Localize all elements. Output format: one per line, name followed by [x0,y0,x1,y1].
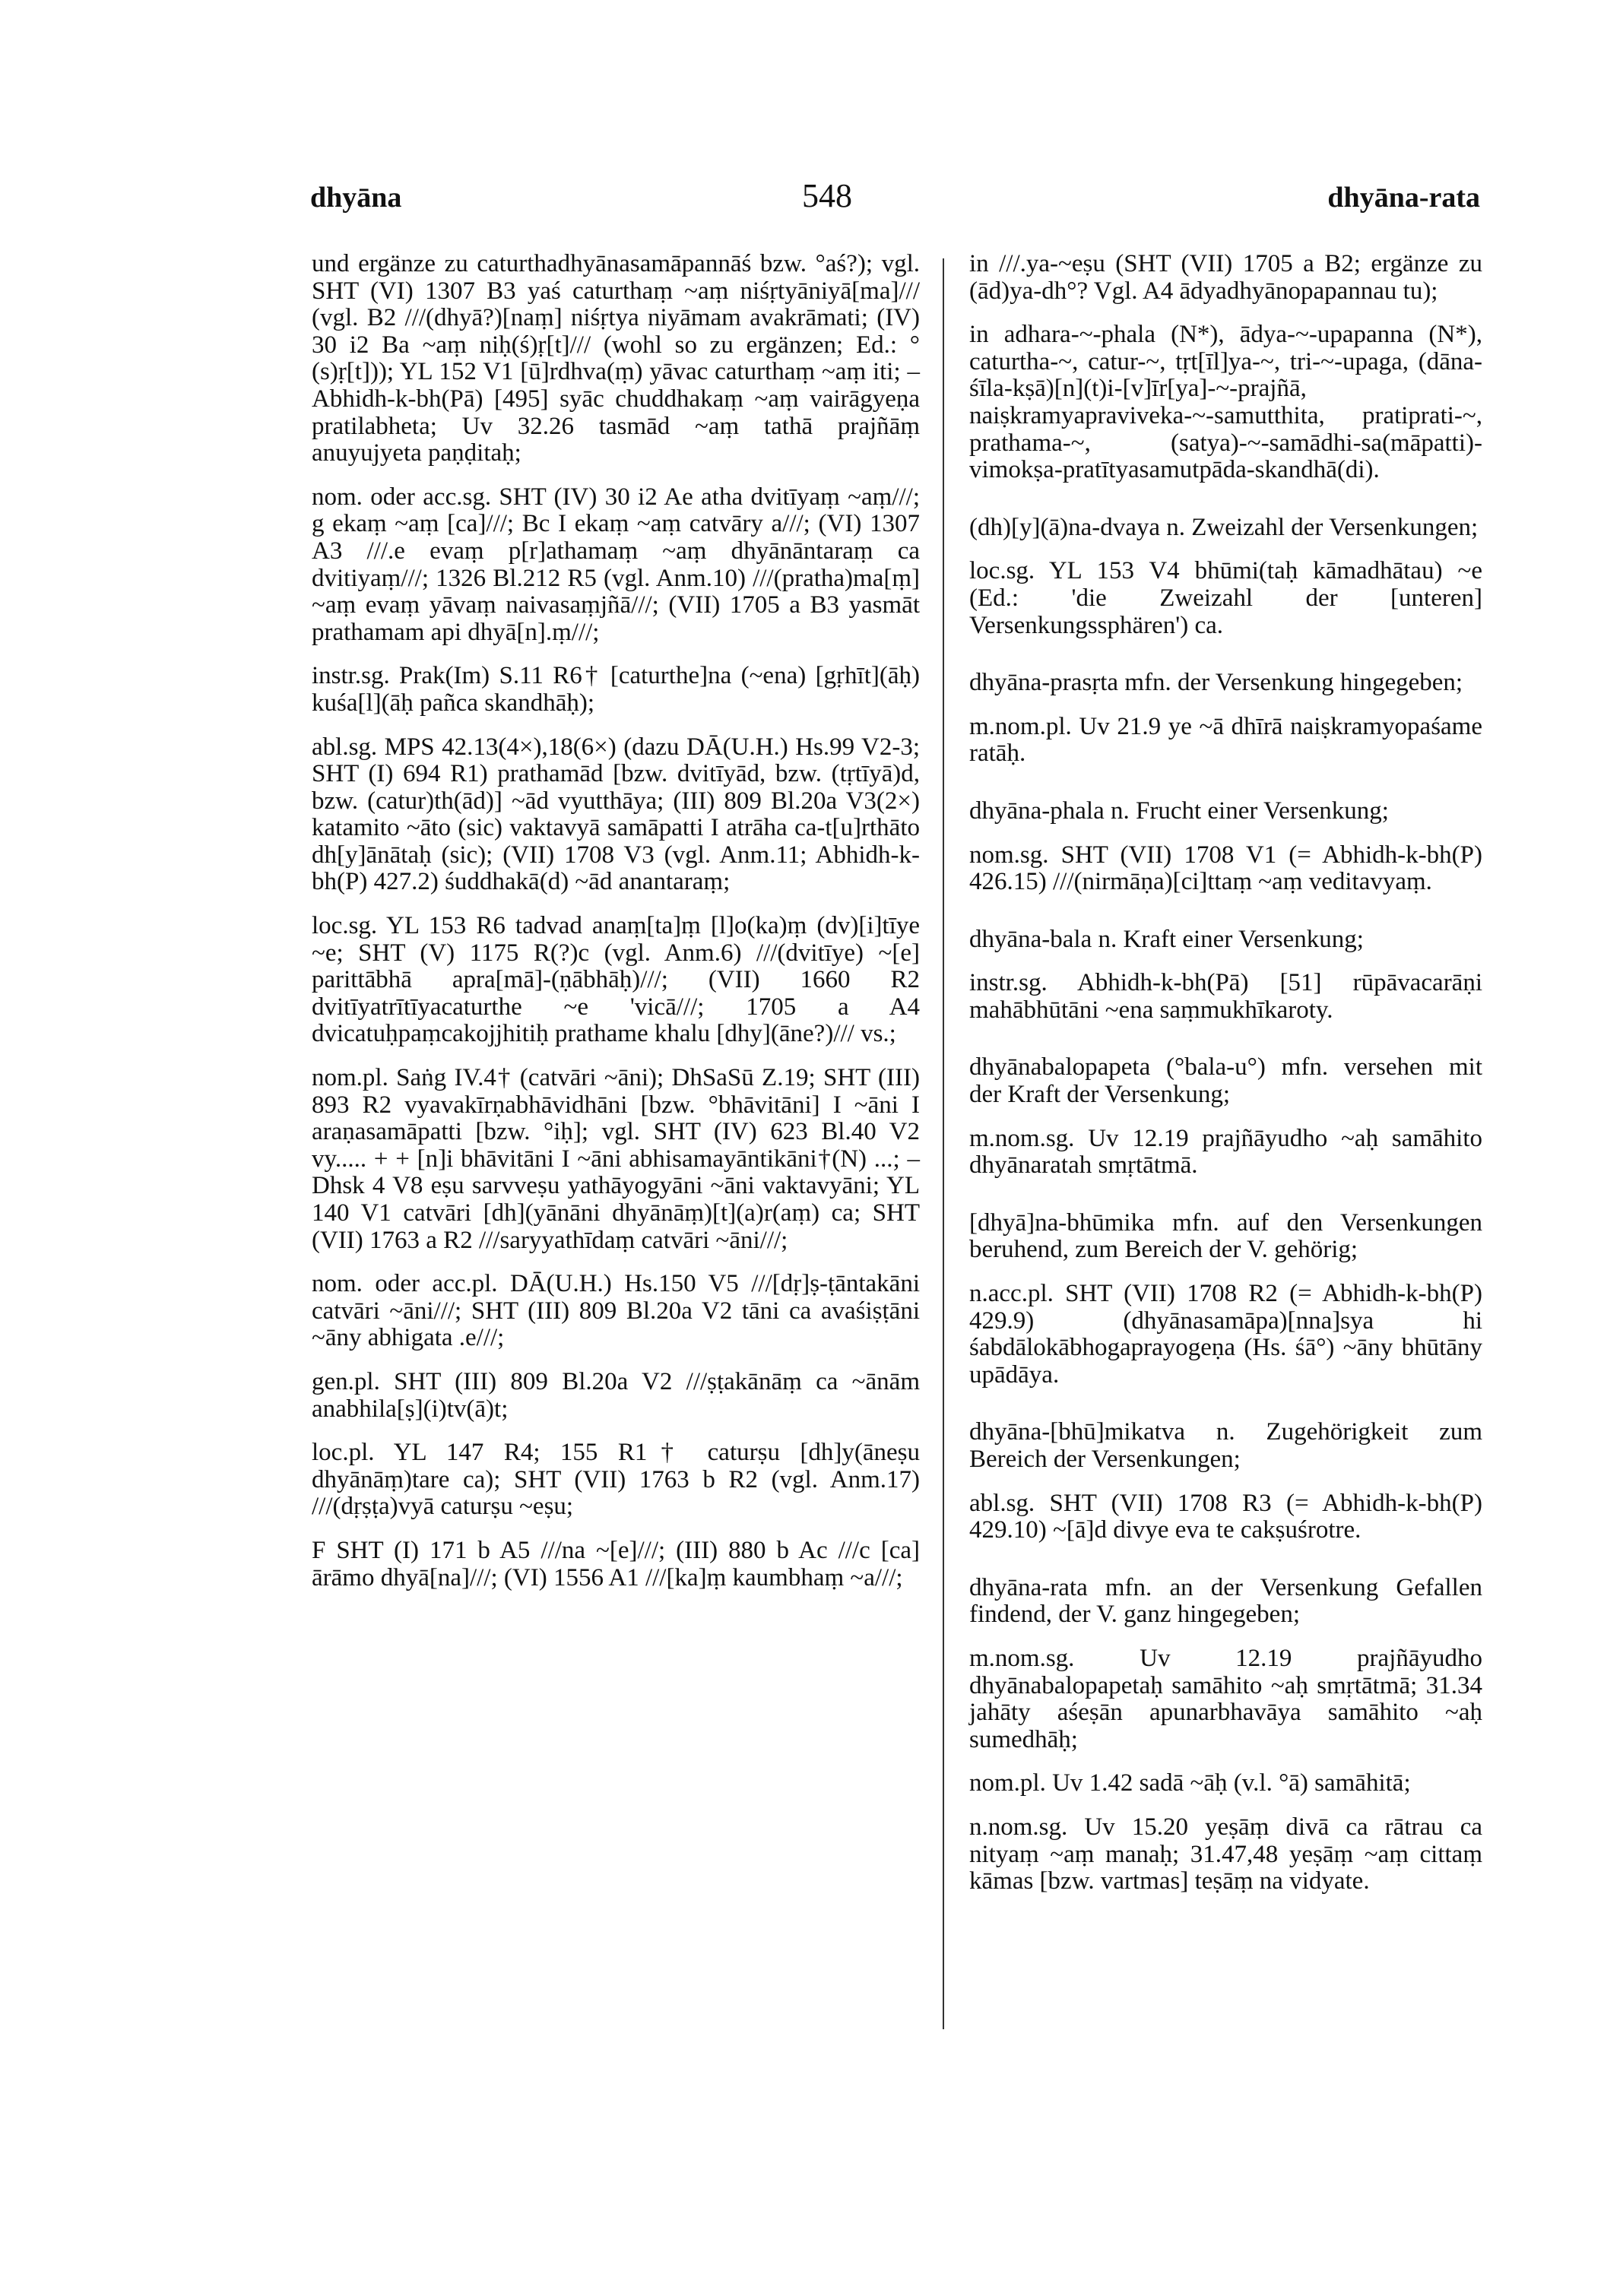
paragraph: nom.pl. Saṅg IV.4† (catvāri ~āni); DhSaSū Z.19; SHT (III) 893 R2 vyavakīrṇabhāvidhāni [bzw. °bhāvitāni] I ~āni I araṇasamāpatti [bzw. °iḥ]; vgl. SHT (IV) 623 Bl.40 V2 vy..... + + [n]i bhāvitāni I ~āni abhisamayāntikāni†(N) ...; – Dhsk 4 V8 eṣu sarvveṣu yathāyogyāni ~āni vaktavyāni; YL 140 V1 catvāri [dh](yānāni dhyānāṃ)[t](a)r(aṃ) ca; SHT (VII) 1763 a R2 ///saryyathīdaṃ catvāri ~āni///; [312,1064,920,1254]
paragraph: abl.sg. SHT (VII) 1708 R3 (= Abhidh-k-bh(P) 429.10) ~[ā]d divye eva te cakṣuśrotre. [969,1489,1482,1544]
paragraph: n.acc.pl. SHT (VII) 1708 R2 (= Abhidh-k-bh(P) 429.9) (dhyānasamāpa)[nna]sya hi śabdālokābhogaprayogeṇa (Hs. śā°) ~āny bhūtāny upādāya. [969,1280,1482,1389]
paragraph: F SHT (I) 171 b A5 ///na ~[e]///; (III) 880 b Ac ///c [ca] ārāmo dhyā[na]///; (VI) 1556 A1 ///[ka]ṃ kaumbhaṃ ~a///; [312,1536,920,1591]
lemma-heading: dhyānabalopapeta (°bala-u°) mfn. versehen mit der Kraft der Versenkung; [969,1053,1482,1109]
lemma-heading: (dh)[y](ā)na-dvaya n. Zweizahl der Versenkungen; [969,513,1479,541]
paragraph: m.nom.sg. Uv 12.19 prajñāyudho dhyānabalopapetaḥ samāhito ~aḥ smṛtātmā; 31.34 jahāty aśeṣān apunarbhavāya samāhito ~aḥ sumedhāḥ; [969,1644,1482,1753]
lemma-heading: dhyāna-bala n. Kraft einer Versenkung; [969,925,1364,953]
paragraph: und ergänze zu caturthadhyānasamāpannāś bzw. °aś?); vgl. SHT (VI) 1307 B3 yaś caturthaṃ ~aṃ niśṛtyāniyā[ma]/// (vgl. B2 ///(dhyā?)[naṃ] niśṛtya niyāmam avakrāmati; (IV) 30 i2 Ba ~aṃ niḥ(ś)ṛ[t]/// (wohl so zu ergänzen; Ed.: °(s)ṛ[t])); YL 152 V1 [ū]rdhva(ṃ) yāvac caturthaṃ ~aṃ iti; – Abhidh-k-bh(Pā) [495] syāc chuddhakaṃ ~aṃ vairāgyeṇa pratilabheta; Uv 32.26 tasmād ~aṃ tathā prajñāṃ anuyujyeta paṇḍitaḥ; [312,250,920,467]
lemma-heading: dhyāna-prasṛta mfn. der Versenkung hingegeben; [969,669,1463,697]
running-head-right: dhyāna-rata [1327,182,1480,214]
right-column [969,251,1482,1912]
paragraph: n.nom.sg. Uv 15.20 yeṣāṃ divā ca rātrau ca nityaṃ ~aṃ manaḥ; 31.47,48 yeṣāṃ ~aṃ cittaṃ kāmas [bzw. vartmas] teṣāṃ na vidyate. [969,1813,1482,1895]
paragraph: in ///.ya-~eṣu (SHT (VII) 1705 a B2; ergänze zu (ād)ya-dh°? Vgl. A4 ādyadhyānopapannau tu); [969,250,1482,305]
paragraph: nom.pl. Uv 1.42 sadā ~āḥ (v.l. °ā) samāhitā; [969,1769,1411,1797]
paragraph: loc.sg. YL 153 V4 bhūmi(taḥ kāmadhātau) ~e (Ed.: 'die Zweizahl der [unteren] Versenkungssphären') ca. [969,557,1482,639]
column-divider [943,258,944,2029]
lemma-heading: dhyāna-rata mfn. an der Versenkung Gefallen findend, der V. ganz hingegeben; [969,1573,1482,1629]
paragraph: nom.sg. SHT (VII) 1708 V1 (= Abhidh-k-bh(P) 426.15) ///(nirmāṇa)[ci]ttaṃ ~aṃ veditavyaṃ. [969,841,1482,896]
paragraph: loc.sg. YL 153 R6 tadvad anaṃ[ta]ṃ [l]o(ka)ṃ (dv)[i]tīye ~e; SHT (V) 1175 R(?)c (vgl. Anm.6) ///(dvitīye) ~[e] parittābhā apra[mā]-(ṇābhāḥ)///; (VII) 1660 R2 dvitīyatrītīyacaturthe ~e 'vicā///; 1705 a A4 dvicatuḥpaṃcakojjhitiḥ prathame khalu [dhy](āne?)/// vs.; [312,912,920,1048]
lemma-heading: dhyāna-[bhū]mikatva n. Zugehörigkeit zum Bereich der Versenkungen; [969,1418,1482,1473]
paragraph: loc.pl. YL 147 R4; 155 R1† caturṣu [dh]y(āneṣu dhyānāṃ)tare ca); SHT (VII) 1763 b R2 (vgl. Anm.17) ///(dṛṣṭa)vyā caturṣu ~eṣu; [312,1439,920,1521]
lemma-heading: dhyāna-phala n. Frucht einer Versenkung; [969,796,1389,825]
page-number: 548 [802,177,852,214]
paragraph: m.nom.pl. Uv 21.9 ye ~ā dhīrā naiṣkramyopaśame ratāḥ. [969,712,1482,768]
running-head-left: dhyāna [310,182,402,214]
paragraph: in adhara-~-phala (N*), ādya-~-upapanna (N*), caturtha-~, catur-~, tṛt[īl]ya-~, tri-~-upaga, (dāna-śīla-kṣā)[n](t)i-[v]īr[ya]-~-prajñā, naiṣkramyapraviveka-~-samutthita, pratiprati-~, prathama-~, (satya)-~-samādhi-sa(māpatti)-vimokṣa-pratītyasamutpāda-skandhā(di). [969,321,1482,484]
paragraph: instr.sg. Prak(Im) S.11 R6† [caturthe]na (~ena) [gṛhīt](āḥ) kuśa[l](āḥ pañca skandhāḥ); [312,662,920,717]
paragraph: nom. oder acc.pl. DĀ(U.H.) Hs.150 V5 ///[dṛ]ṣ-ṭāntakāni catvāri ~āni///; SHT (III) 809 Bl.20a V2 tāni ca avaśiṣṭāni ~āny abhigata .e///; [312,1270,920,1352]
paragraph: nom. oder acc.sg. SHT (IV) 30 i2 Ae atha dvitīyaṃ ~aṃ///; g ekaṃ ~aṃ [ca]///; Bc I ekaṃ ~aṃ catvāry a///; (VI) 1307 A3 ///.e evaṃ p[r]athamaṃ ~aṃ dhyānāntaraṃ ca dvitiyaṃ///; 1326 Bl.212 R5 (vgl. Anm.10) ///(pratha)ma[ṃ] ~aṃ evaṃ yāvaṃ naivasaṃjñā///; (VII) 1705 a B3 yasmāt prathamam api dhyā[n].ṃ///; [312,483,920,646]
paragraph: abl.sg. MPS 42.13(4×),18(6×) (dazu DĀ(U.H.) Hs.99 V2-3; SHT (I) 694 R1) prathamād [bzw. dvitīyād, bzw. (tṛtīyā)d, bzw. (catur)th(ād)] ~ād vyutthāya; (III) 809 Bl.20a V3(2×) katamito ~āto (sic) vaktavyā samāpatti I atrāha ca-t[u]rthāto dh[y]ānātaḥ (sic); (VII) 1708 V3 (vgl. Anm.11; Abhidh-k-bh(P) 427.2) śuddhakā(d) ~ād anantaraṃ; [312,733,920,896]
paragraph: m.nom.sg. Uv 12.19 prajñāyudho ~aḥ samāhito dhyānaratah smṛtātmā. [969,1124,1482,1180]
paragraph: gen.pl. SHT (III) 809 Bl.20a V2 ///ṣṭakānāṃ ca ~ānām anabhila[ṣ](i)tv(ā)t; [312,1367,920,1423]
lemma-heading: [dhyā]na-bhūmika mfn. auf den Versenkungen beruhend, zum Bereich der V. gehörig; [969,1208,1482,1264]
left-column [312,251,920,1608]
paragraph: instr.sg. Abhidh-k-bh(Pā) [51] rūpāvacarāṇi mahābhūtāni ~ena saṃmukhīkaroty. [969,969,1482,1024]
